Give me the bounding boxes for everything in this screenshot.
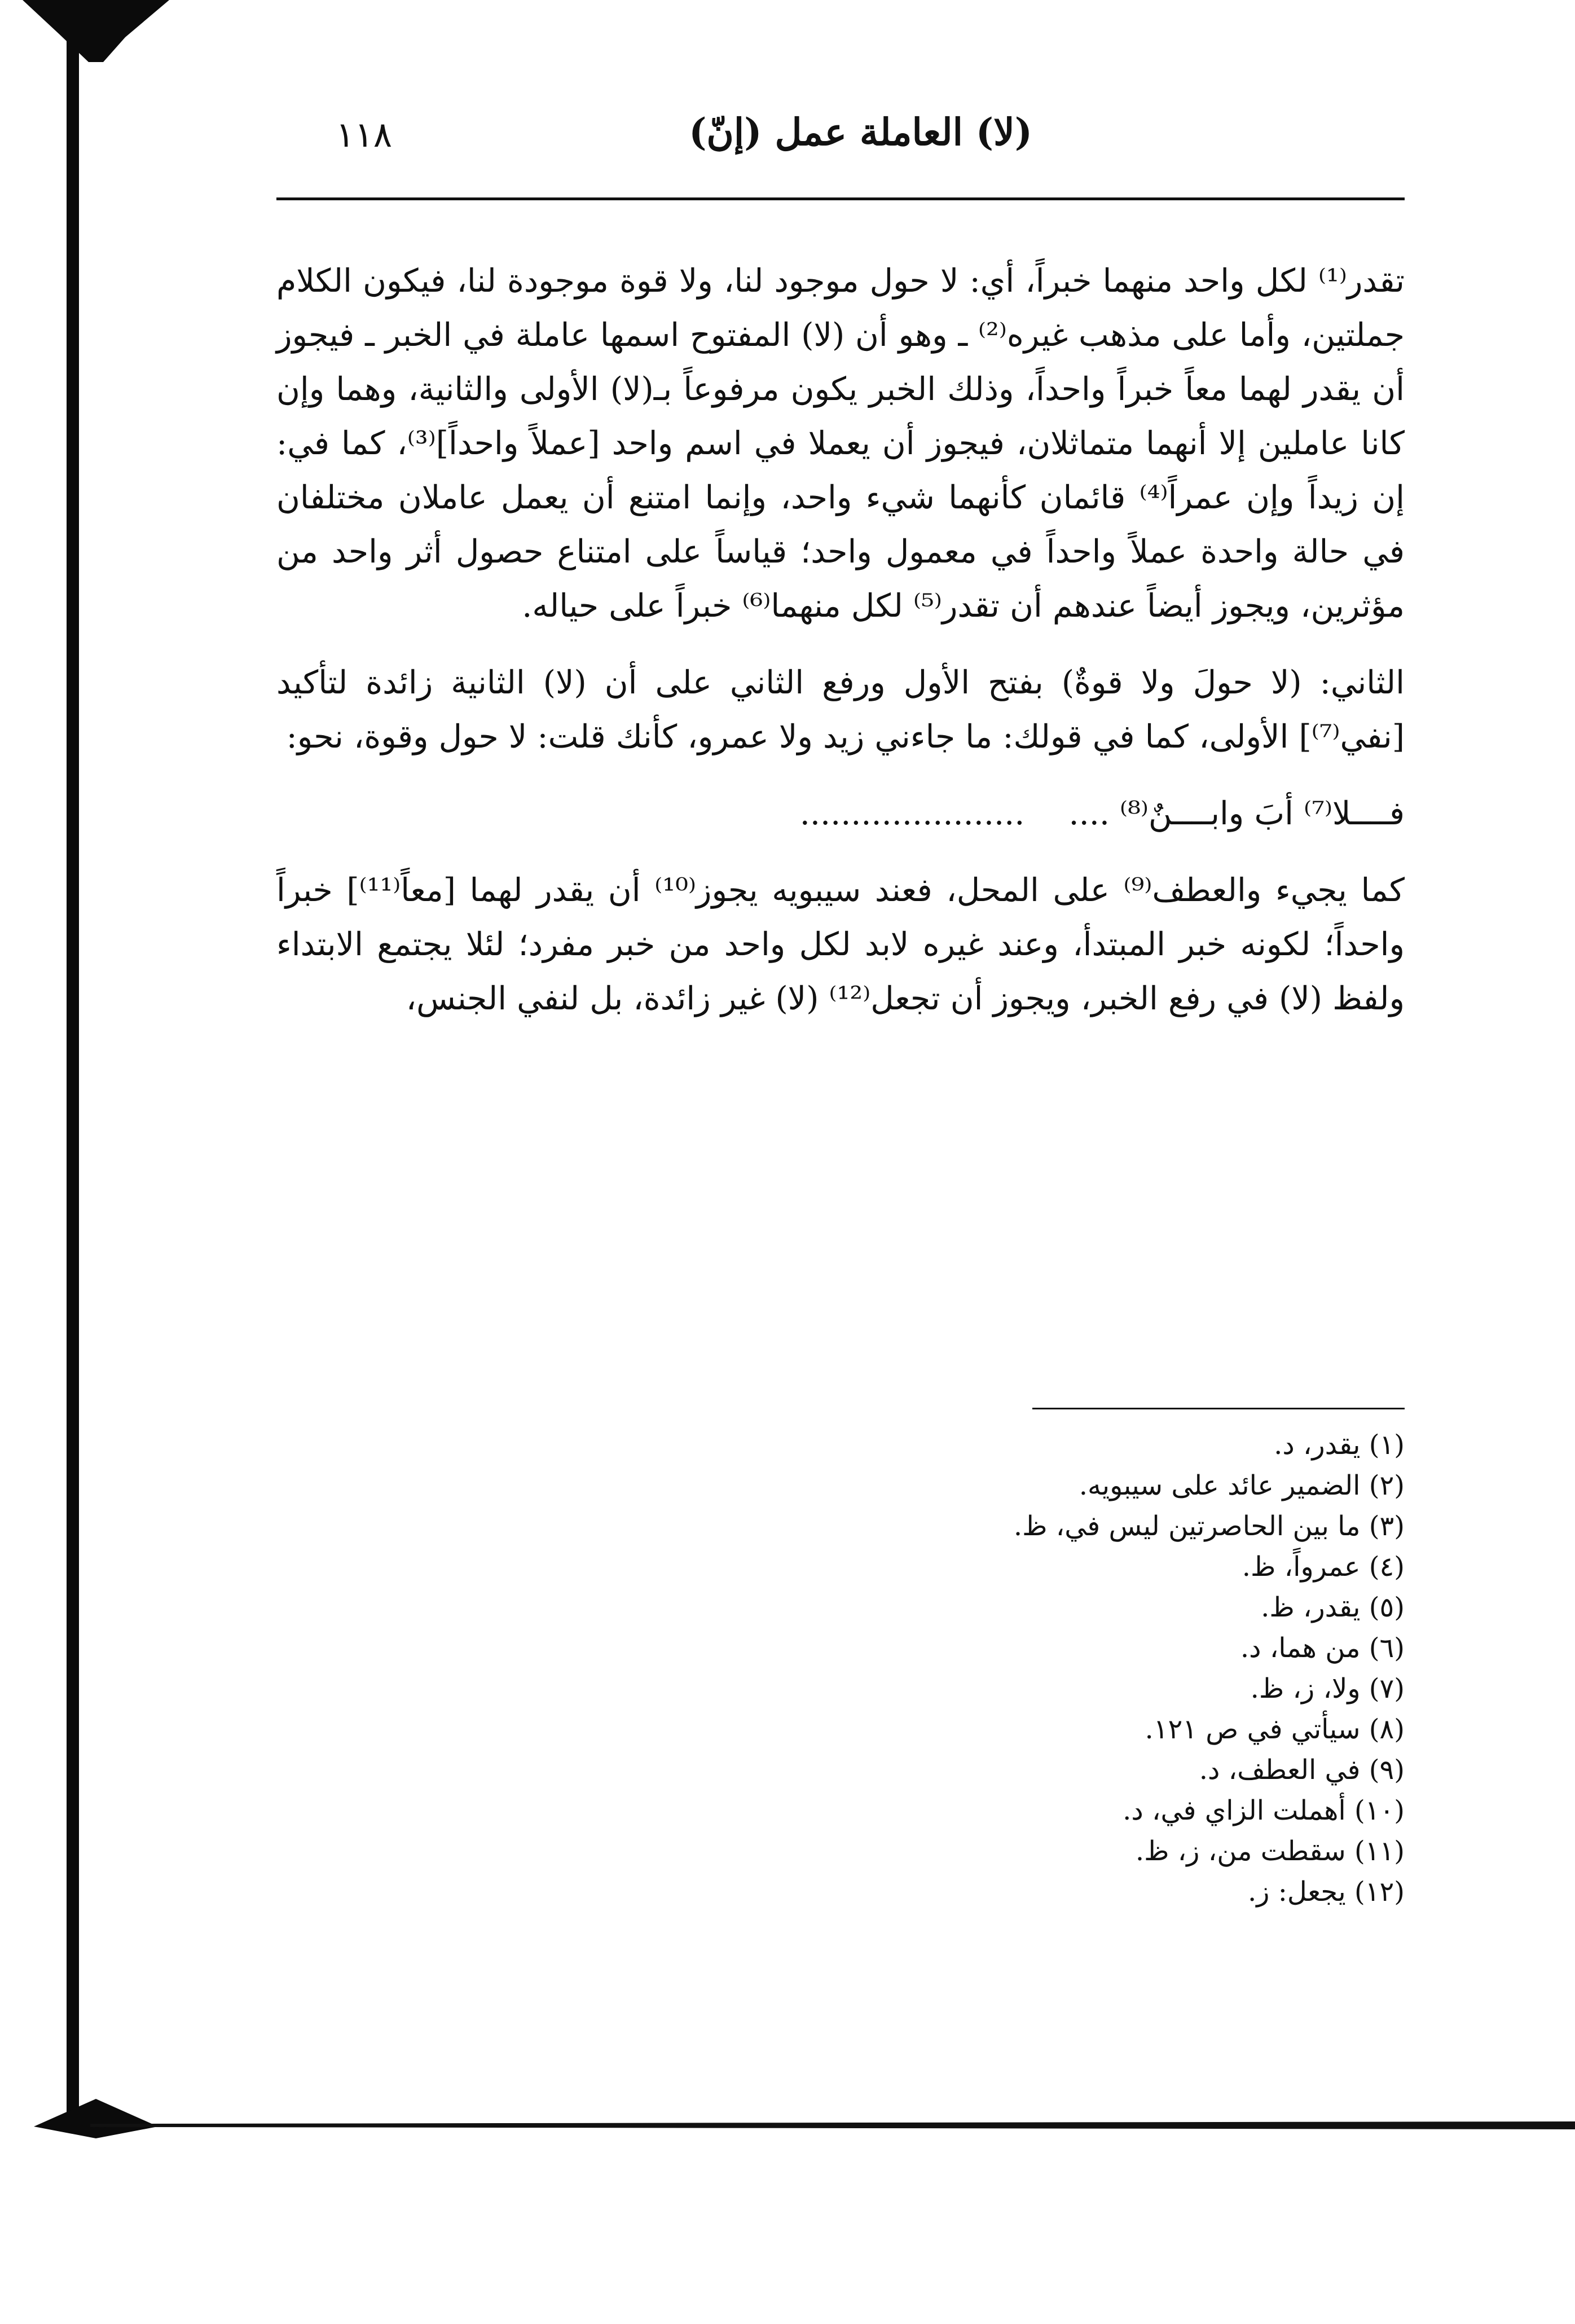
footnote: (٣) ما بين الحاصرتين ليس في، ظ. bbox=[1013, 1510, 1405, 1542]
footnote: (٨) سيأتي في ص ١٢١. bbox=[1145, 1714, 1405, 1745]
footnote: (٧) ولا، ز، ظ. bbox=[1250, 1673, 1405, 1704]
binding-shadow-bottom bbox=[90, 2121, 1575, 2129]
paragraph: تقدر⁽¹⁾ لكل واحد منهما خبراً، أي: لا حول موجود لنا، ولا قوة موجودة لنا، فيكون الكلام جملتين، وأما على مذهب غيره⁽²⁾ ـ وهو أن (لا) المفتوح اسمها عاملة في الخبر ـ فيجوز أن يقدر لهما معاً خبراً واحداً، وذلك الخبر يكون مرفوعاً بـ(لا) الأولى والثانية، وهما وإن كانا عاملين إلا أنهما متماثلان، فيجوز أن يعملا في اسم واحد [عملاً واحداً]⁽³⁾، كما في: إن زيداً وإن عمراً⁽⁴⁾ قائمان كأنهما شيء واحد، وإنما امتنع أن يعمل عاملان مختلفان في حالة واحدة عملاً واحداً في معمول واحد؛ قياساً على امتناع حصول أثر واحد من مؤثرين، ويجوز أيضاً عندهم أن تقدر⁽⁵⁾ لكل منهما⁽⁶⁾ خبراً على حياله. bbox=[276, 262, 1405, 625]
footnote: (١١) سقطت من، ز، ظ. bbox=[1135, 1835, 1405, 1867]
binding-shadow-top bbox=[23, 0, 169, 62]
paragraph: كما يجيء والعطف⁽⁹⁾ على المحل، فعند سيبويه يجوز⁽¹⁰⁾ أن يقدر لهما [معاً⁽¹¹⁾] خبراً واحداً؛ لكونه خبر المبتدأ، وعند غيره لابد لكل واحد من خبر مفرد؛ لئلا يجتمع الابتداء ولفظ (لا) في رفع الخبر، ويجوز أن تجعل⁽¹²⁾ (لا) غير زائدة، بل لنفي الجنس، bbox=[276, 872, 1405, 1017]
binding-shadow-edge bbox=[67, 34, 79, 2121]
footnote: (١٢) يجعل: ز. bbox=[1248, 1876, 1405, 1908]
running-title: (لا) العاملة عمل (إنّ) bbox=[689, 110, 1032, 154]
footnotes bbox=[558, 1425, 1405, 1912]
footnote: (٢) الضمير عائد على سيبويه. bbox=[1079, 1470, 1405, 1501]
footnote: (٥) يقدر، ظ. bbox=[1261, 1592, 1405, 1623]
book-page bbox=[265, 85, 1405, 2059]
footnote-rule bbox=[1032, 1408, 1405, 1409]
page-number: ١١٨ bbox=[336, 114, 392, 155]
verse-line bbox=[276, 787, 1405, 841]
footnote: (١٠) أهملت الزاي في، د. bbox=[1123, 1795, 1405, 1826]
header-rule bbox=[276, 197, 1405, 200]
footnote: (١) يقدر، د. bbox=[1274, 1429, 1405, 1461]
paragraph: الثاني: (لا حولَ ولا قوةٌ) بفتح الأول ورفع الثاني على أن (لا) الثانية زائدة لتأكيد [نفي⁽⁷⁾] الأولى، كما في قولك: ما جاءني زيد ولا عمرو، كأنك قلت: لا حول وقوة، نحو: bbox=[276, 664, 1405, 755]
main-text bbox=[276, 254, 1405, 1048]
page-header bbox=[265, 85, 1405, 169]
footnote: (٩) في العطف، د. bbox=[1199, 1754, 1405, 1786]
verse-text: فــــلا⁽⁷⁾ أبَ وابــــنٌ⁽⁸⁾ .... bbox=[1068, 795, 1405, 832]
binding-shadow-foot bbox=[34, 2099, 158, 2138]
footnote: (٦) من هما، د. bbox=[1240, 1632, 1405, 1664]
verse-ellipsis: ...................... bbox=[799, 795, 1025, 832]
footnote: (٤) عمرواً، ظ. bbox=[1242, 1551, 1405, 1583]
